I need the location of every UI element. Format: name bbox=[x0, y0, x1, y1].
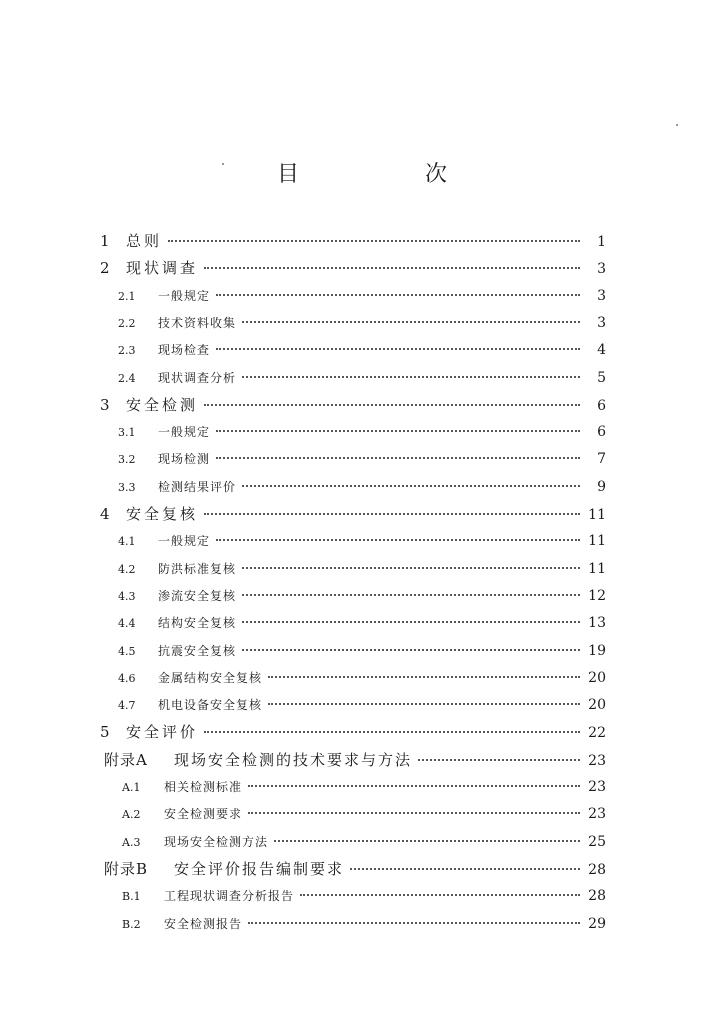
toc-entry-label: 防洪标准复核 bbox=[158, 561, 237, 576]
toc-entry-number: 4.5 bbox=[118, 644, 136, 658]
toc-entry-label: 安全评价报告编制要求 bbox=[174, 859, 345, 878]
toc-entry-label: 安全复核 bbox=[126, 505, 199, 523]
toc-entry-page: 7 bbox=[597, 451, 606, 468]
toc-entry[interactable] bbox=[118, 283, 606, 310]
toc-entry-label: 一般规定 bbox=[158, 534, 211, 549]
dot-leader bbox=[216, 457, 580, 459]
dot-leader bbox=[268, 703, 580, 705]
dot-leader bbox=[248, 922, 580, 924]
toc-entry-number: A.1 bbox=[122, 781, 141, 794]
toc-entry[interactable] bbox=[104, 747, 606, 774]
toc-entry[interactable] bbox=[118, 419, 606, 446]
scan-speck bbox=[676, 124, 678, 126]
dot-leader bbox=[204, 267, 580, 269]
toc-entry-page: 29 bbox=[588, 915, 606, 932]
dot-leader bbox=[268, 676, 580, 678]
toc-entry-page: 4 bbox=[597, 342, 606, 359]
toc-entry-number: 4 bbox=[100, 505, 110, 523]
dot-leader bbox=[168, 240, 580, 242]
toc-entry-number: 1 bbox=[100, 232, 110, 250]
toc-entry-label: 总则 bbox=[126, 232, 163, 250]
dot-leader bbox=[216, 348, 580, 350]
toc-entry[interactable] bbox=[122, 829, 606, 856]
toc-entry[interactable] bbox=[122, 883, 606, 910]
toc-entry-label: 安全检测要求 bbox=[164, 807, 243, 822]
scan-speck bbox=[222, 163, 224, 165]
toc-entry-number: B.2 bbox=[122, 917, 141, 931]
toc-entry-number: 3 bbox=[100, 395, 110, 414]
toc-entry-label: 结构安全复核 bbox=[158, 616, 237, 631]
toc-entry[interactable] bbox=[118, 692, 606, 719]
toc-entry-label: 现场安全检测方法 bbox=[164, 834, 269, 849]
toc-entry[interactable] bbox=[122, 774, 606, 801]
toc-entry[interactable] bbox=[118, 446, 606, 473]
toc-entry-page: 20 bbox=[588, 697, 606, 714]
toc-entry-label: 渗流安全复核 bbox=[158, 588, 237, 603]
toc-entry-page: 12 bbox=[588, 587, 606, 604]
toc-entry-label: 安全检测报告 bbox=[164, 916, 243, 931]
dot-leader bbox=[216, 430, 580, 432]
toc-entry-page: 11 bbox=[588, 507, 606, 523]
toc-entry[interactable] bbox=[122, 911, 606, 938]
toc-entry-page: 25 bbox=[588, 833, 606, 850]
toc-entry-page: 6 bbox=[597, 397, 606, 414]
dot-leader bbox=[242, 594, 580, 596]
toc-entry-number: 4.2 bbox=[118, 562, 136, 576]
toc-entry[interactable] bbox=[100, 501, 606, 528]
toc-entry-number: 2.2 bbox=[118, 316, 136, 330]
dot-leader bbox=[274, 840, 580, 842]
toc-entry-number: 附录B bbox=[104, 859, 149, 878]
toc-entry-page: 13 bbox=[588, 615, 606, 632]
dot-leader bbox=[242, 567, 580, 569]
toc-entry-number: 4.6 bbox=[118, 671, 136, 685]
toc-entry-label: 相关检测标准 bbox=[164, 780, 243, 794]
toc-entry-number: 4.1 bbox=[118, 535, 136, 549]
toc-entry-page: 28 bbox=[588, 861, 606, 878]
toc-entry-page: 23 bbox=[588, 779, 606, 795]
toc-entry-number: 4.3 bbox=[118, 589, 136, 603]
toc-entry[interactable] bbox=[100, 228, 606, 255]
dot-leader bbox=[242, 376, 580, 378]
toc-entry[interactable] bbox=[118, 474, 606, 501]
toc-entry[interactable] bbox=[100, 392, 606, 419]
dot-leader bbox=[242, 649, 580, 651]
toc-entry[interactable] bbox=[100, 719, 606, 746]
toc-entry-label: 现状调查 bbox=[126, 259, 199, 278]
dot-leader bbox=[216, 539, 580, 541]
toc-entry[interactable] bbox=[104, 856, 606, 883]
toc-entry[interactable] bbox=[100, 255, 606, 282]
toc-entry-page: 3 bbox=[597, 261, 606, 278]
toc-entry-number: 3.1 bbox=[118, 426, 136, 440]
toc-entry-page: 19 bbox=[588, 642, 606, 659]
toc-entry-number: 5 bbox=[100, 723, 110, 742]
toc-entry[interactable] bbox=[122, 801, 606, 828]
toc-entry-page: 3 bbox=[597, 287, 606, 304]
toc-entry-label: 一般规定 bbox=[158, 425, 211, 440]
dot-leader bbox=[204, 513, 580, 515]
toc-entry[interactable] bbox=[118, 556, 606, 583]
toc-entry-number: 4.4 bbox=[118, 617, 136, 631]
dot-leader bbox=[350, 868, 580, 870]
toc-entry[interactable] bbox=[118, 365, 606, 392]
toc-entry[interactable] bbox=[118, 528, 606, 555]
dot-leader bbox=[248, 785, 580, 787]
toc-entry-label: 工程现状调查分析报告 bbox=[164, 889, 295, 904]
toc-entry-number: A.3 bbox=[122, 835, 141, 849]
toc-entry-number: 4.7 bbox=[118, 699, 136, 713]
toc-entry-page: 23 bbox=[588, 806, 606, 823]
toc-entry[interactable] bbox=[118, 310, 606, 337]
toc-entry[interactable] bbox=[118, 665, 606, 692]
toc-entry-label: 安全检测 bbox=[126, 395, 199, 414]
toc-entry-page: 20 bbox=[588, 669, 606, 686]
dot-leader bbox=[242, 485, 580, 487]
dot-leader bbox=[204, 404, 580, 406]
toc-entry-page: 1 bbox=[597, 234, 606, 250]
toc-entry-page: 28 bbox=[588, 888, 606, 905]
dot-leader bbox=[418, 759, 580, 761]
toc-entry-label: 安全评价 bbox=[126, 723, 199, 742]
toc-entry-page: 22 bbox=[588, 725, 606, 742]
toc-entry-label: 金属结构安全复核 bbox=[158, 670, 263, 685]
toc-entry-label: 机电设备安全复核 bbox=[158, 698, 263, 713]
toc-entry-number: 附录A bbox=[104, 750, 148, 769]
toc-entry-page: 9 bbox=[597, 478, 606, 495]
toc-entry-page: 11 bbox=[588, 533, 606, 550]
dot-leader bbox=[216, 294, 580, 296]
toc-entry-label: 一般规定 bbox=[158, 288, 211, 303]
toc-entry[interactable] bbox=[118, 337, 606, 364]
toc-entry-label: 现场检查 bbox=[158, 343, 211, 358]
toc-entry-number: 2.1 bbox=[118, 289, 136, 303]
toc-entry[interactable] bbox=[118, 610, 606, 637]
toc-entry-number: B.1 bbox=[122, 890, 141, 904]
toc-entry-label: 现场安全检测的技术要求与方法 bbox=[174, 750, 413, 769]
page-title: 目 次 bbox=[276, 162, 499, 187]
toc-entry-page: 11 bbox=[588, 560, 606, 577]
toc-entry-label: 检测结果评价 bbox=[158, 479, 237, 494]
toc-entry-number: A.2 bbox=[122, 808, 141, 822]
dot-leader bbox=[300, 894, 580, 896]
toc-entry-label: 抗震安全复核 bbox=[158, 643, 237, 658]
toc-entry-number: 2 bbox=[100, 259, 110, 278]
toc-entry[interactable] bbox=[118, 638, 606, 665]
toc-entry-number: 3.2 bbox=[118, 453, 136, 467]
toc-entry-label: 技术资料收集 bbox=[158, 315, 237, 330]
toc-entry[interactable] bbox=[118, 583, 606, 610]
dot-leader bbox=[242, 621, 580, 623]
toc-entry-label: 现状调查分析 bbox=[158, 370, 237, 385]
toc-entry-page: 5 bbox=[597, 369, 606, 386]
dot-leader bbox=[242, 321, 580, 323]
dot-leader bbox=[248, 812, 580, 814]
toc-entry-number: 2.4 bbox=[118, 371, 136, 385]
toc-entry-number: 3.3 bbox=[118, 480, 136, 494]
toc-entry-label: 现场检测 bbox=[158, 452, 211, 467]
toc-entry-page: 23 bbox=[588, 752, 606, 769]
toc-entry-number: 2.3 bbox=[118, 344, 136, 358]
dot-leader bbox=[204, 731, 580, 733]
toc-entry-page: 3 bbox=[597, 314, 606, 331]
toc-entry-page: 6 bbox=[597, 424, 606, 441]
